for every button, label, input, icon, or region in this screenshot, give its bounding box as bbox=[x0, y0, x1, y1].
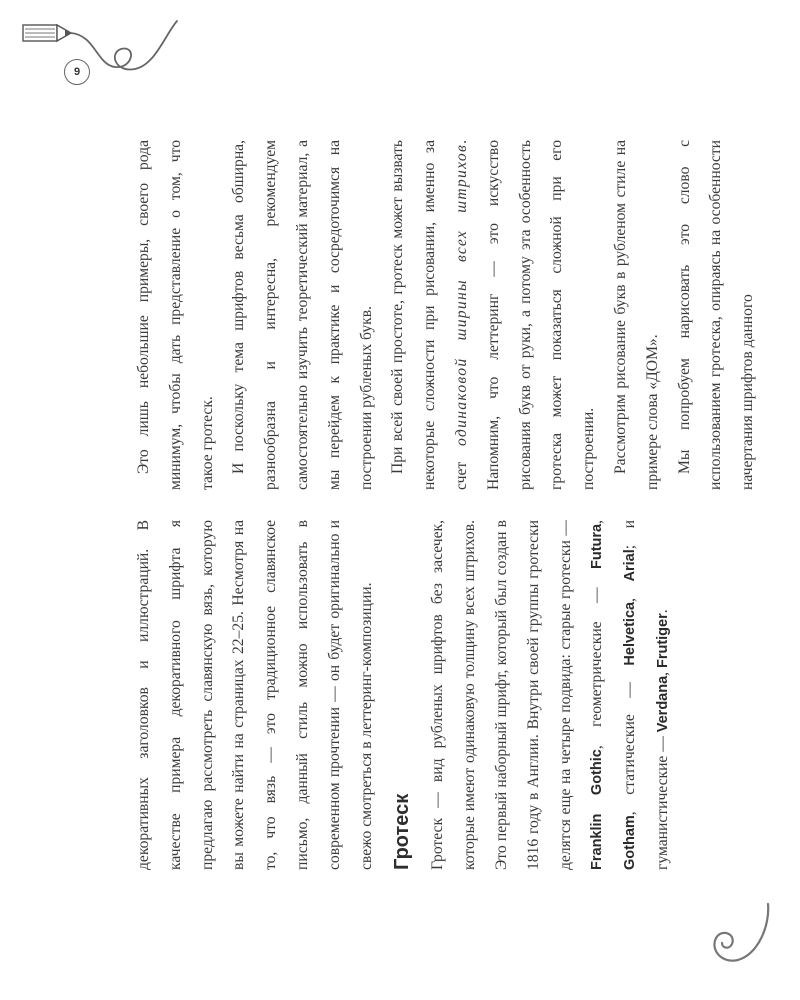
emphasis-text: одинаковой ширины всех штрихов bbox=[452, 143, 470, 446]
separator: , статические — bbox=[621, 665, 639, 816]
font-name: Gotham bbox=[622, 815, 639, 870]
font-name: Verdana bbox=[654, 675, 671, 733]
font-name: Franklin Gothic bbox=[589, 749, 606, 870]
separator: , bbox=[621, 581, 639, 602]
page-number: 9 bbox=[64, 59, 90, 85]
font-name: Frutiger bbox=[654, 613, 671, 669]
paragraph-text: Гротеск — вид рубленых шрифтов без засечек, которые имеют одинаковую толщину всех штрихов. Это первый наборный шрифт, который был создан в 1816 году в Англии. Внутри своей группы гротески делятся еще на четыре подвида: старые гротески — bbox=[429, 520, 574, 870]
paragraph: Рассмотрим рисование букв в рубленом стиле на примере слова «ДОМ». bbox=[611, 140, 661, 490]
pencil-ornament-icon bbox=[15, 15, 185, 95]
font-name: Helvetica bbox=[622, 601, 639, 666]
paragraph: Мы попробуем нарисовать это слово с использованием гротеска, опираясь на особенности начертания шрифтов данного bbox=[675, 140, 757, 490]
paragraph: декоративных заголовков и иллюстраций. В качестве примера декоративного шрифта я предлагаю рассмотреть славянскую вязь, которую вы можете найти на страницах 22–25. Несмотря на то, что вязь — это традиционное славянское письмо, данный стиль можно использовать в современном прочтении — он будет оригинально и свежо смотреться в леттеринг-композиции. bbox=[135, 520, 375, 870]
font-name: Arial bbox=[622, 549, 639, 582]
separator: , геометрические — bbox=[588, 569, 606, 750]
paragraph bbox=[382, 140, 605, 490]
paragraph-text: . Напомним, что леттеринг — это искусство рисования букв от руки, а потому эта особенность гротеска может показаться сложной при его построении. bbox=[452, 140, 598, 490]
text-column-right bbox=[128, 140, 764, 490]
paragraph-text: При всей своей простоте, гротеск может вызвать некоторые сложности при рисовании, именно за счет bbox=[389, 140, 470, 490]
font-name: Futura bbox=[589, 523, 606, 570]
separator: ; и гуманистические — bbox=[621, 520, 671, 870]
section-heading: Гротеск bbox=[391, 793, 414, 870]
separator: , bbox=[588, 520, 606, 524]
separator: , bbox=[653, 668, 671, 676]
paragraph: И поскольку тема шрифтов весьма обширна, разнообразна и интересна, рекомендуем самостоятельно изучить теоретический материал, а мы перейдем к практике и сосредоточимся на построении рубленых букв. bbox=[230, 140, 375, 490]
paragraph bbox=[422, 520, 679, 870]
separator: . bbox=[653, 609, 671, 614]
text-column-left bbox=[128, 520, 680, 870]
paragraph: Это лишь небольшие примеры, своего рода минимум, чтобы дать представление о том, что такое гротеск. bbox=[135, 140, 216, 490]
swirl-ornament-icon bbox=[700, 896, 775, 976]
